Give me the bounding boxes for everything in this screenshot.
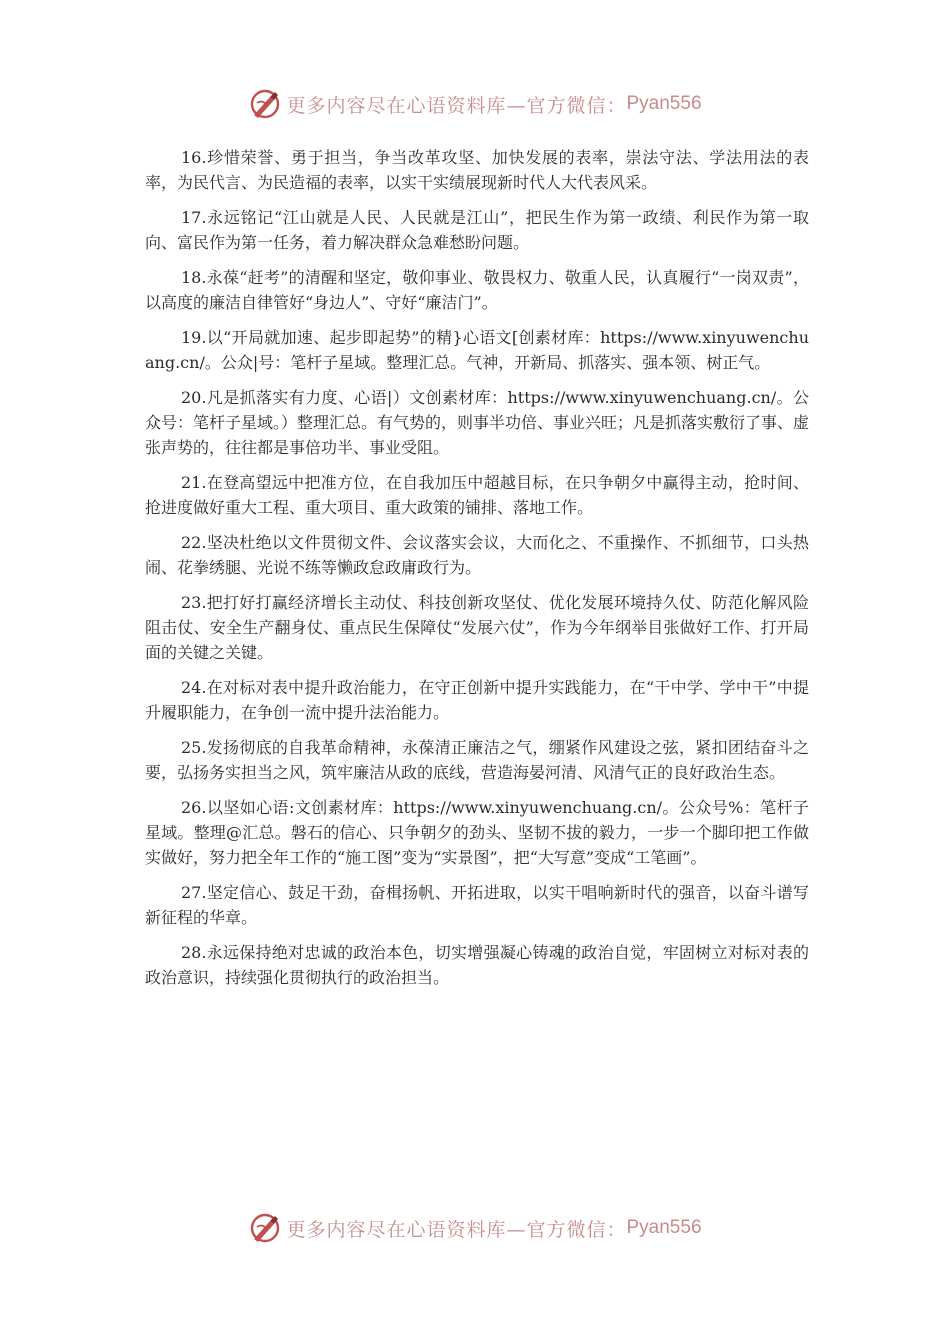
paragraph-17: 17.永远铭记“江山就是人民、人民就是江山”，把民生作为第一政绩、利民作为第一取向、富民作为第一任务，着力解决群众急难愁盼问题。 [145, 208, 809, 252]
pen-logo-icon [248, 1211, 282, 1245]
header-banner [0, 84, 950, 124]
paragraph-24: 24.在对标对表中提升政治能力，在守正创新中提升实践能力，在“干中学、学中干”中提升履职能力，在争创一流中提升法治能力。 [145, 678, 809, 722]
document-body [145, 145, 809, 1000]
pen-logo-icon [248, 87, 282, 121]
paragraph-16: 16.珍惜荣誉、勇于担当，争当改革攻坚、加快发展的表率，崇法守法、学法用法的表率，为民代言、为民造福的表率，以实干实绩展现新时代人大代表风采。 [145, 148, 809, 192]
paragraph-19: 19.以“开局就加速、起步即起势”的精}心语文[创素材库：https://www.xinyuwenchuang.cn/。公众|号：笔杆子星域。整理汇总。气神，开新局、抓落实、强本领、树正气。 [145, 328, 809, 372]
paragraph-25: 25.发扬彻底的自我革命精神，永葆清正廉洁之气，绷紧作风建设之弦，紧扣团结奋斗之要，弘扬务实担当之风，筑牢廉洁从政的底线，营造海晏河清、风清气正的良好政治生态。 [145, 738, 809, 782]
footer-banner-wechat-id: Pyan556 [626, 1217, 702, 1238]
paragraph-27: 27.坚定信心、鼓足干劲，奋楫扬帆、开拓进取，以实干唱响新时代的强音，以奋斗谱写新征程的华章。 [145, 883, 809, 927]
footer-banner-text: 更多内容尽在心语资料库—官方微信： [286, 1218, 627, 1241]
header-banner-wechat-id: Pyan556 [626, 93, 702, 114]
header-banner-text: 更多内容尽在心语资料库—官方微信： [286, 94, 627, 117]
paragraph-28: 28.永远保持绝对忠诚的政治本色，切实增强凝心铸魂的政治自觉，牢固树立对标对表的政治意识，持续强化贯彻执行的政治担当。 [145, 943, 809, 987]
paragraph-23: 23.把打好打赢经济增长主动仗、科技创新攻坚仗、优化发展环境持久仗、防范化解风险阻击仗、安全生产翻身仗、重点民生保障仗“发展六仗”，作为今年纲举目张做好工作、打开局面的关键之关键。 [145, 593, 809, 662]
paragraph-18: 18.永葆“赶考”的清醒和坚定，敬仰事业、敬畏权力、敬重人民，认真履行“一岗双责”，以高度的廉洁自律管好“身边人”、守好“廉洁门”。 [145, 268, 809, 312]
paragraph-21: 21.在登高望远中把准方位，在自我加压中超越目标，在只争朝夕中赢得主动，抢时间、抢进度做好重大工程、重大项目、重大政策的铺排、落地工作。 [145, 473, 809, 517]
paragraph-26: 26.以坚如心语:文创素材库：https://www.xinyuwenchuang.cn/。公众号%：笔杆子星域。整理@汇总。磐石的信心、只争朝夕的劲头、坚韧不拔的毅力，一步一个脚印把工作做实做好，努力把全年工作的“施工图”变为“实景图”，把“大写意”变成“工笔画”。 [145, 798, 809, 867]
paragraph-20: 20.凡是抓落实有力度、心语|）文创素材库：https://www.xinyuwenchuang.cn/。公众号：笔杆子星域。）整理汇总。有气势的，则事半功倍、事业兴旺；凡是抓落实敷衍了事、虚张声势的，往往都是事倍功半、事业受阻。 [145, 388, 810, 457]
footer-banner [0, 1208, 950, 1248]
paragraph-22: 22.坚决杜绝以文件贯彻文件、会议落实会议，大而化之、不重操作、不抓细节，口头热闹、花拳绣腿、光说不练等懒政怠政庸政行为。 [145, 533, 809, 577]
